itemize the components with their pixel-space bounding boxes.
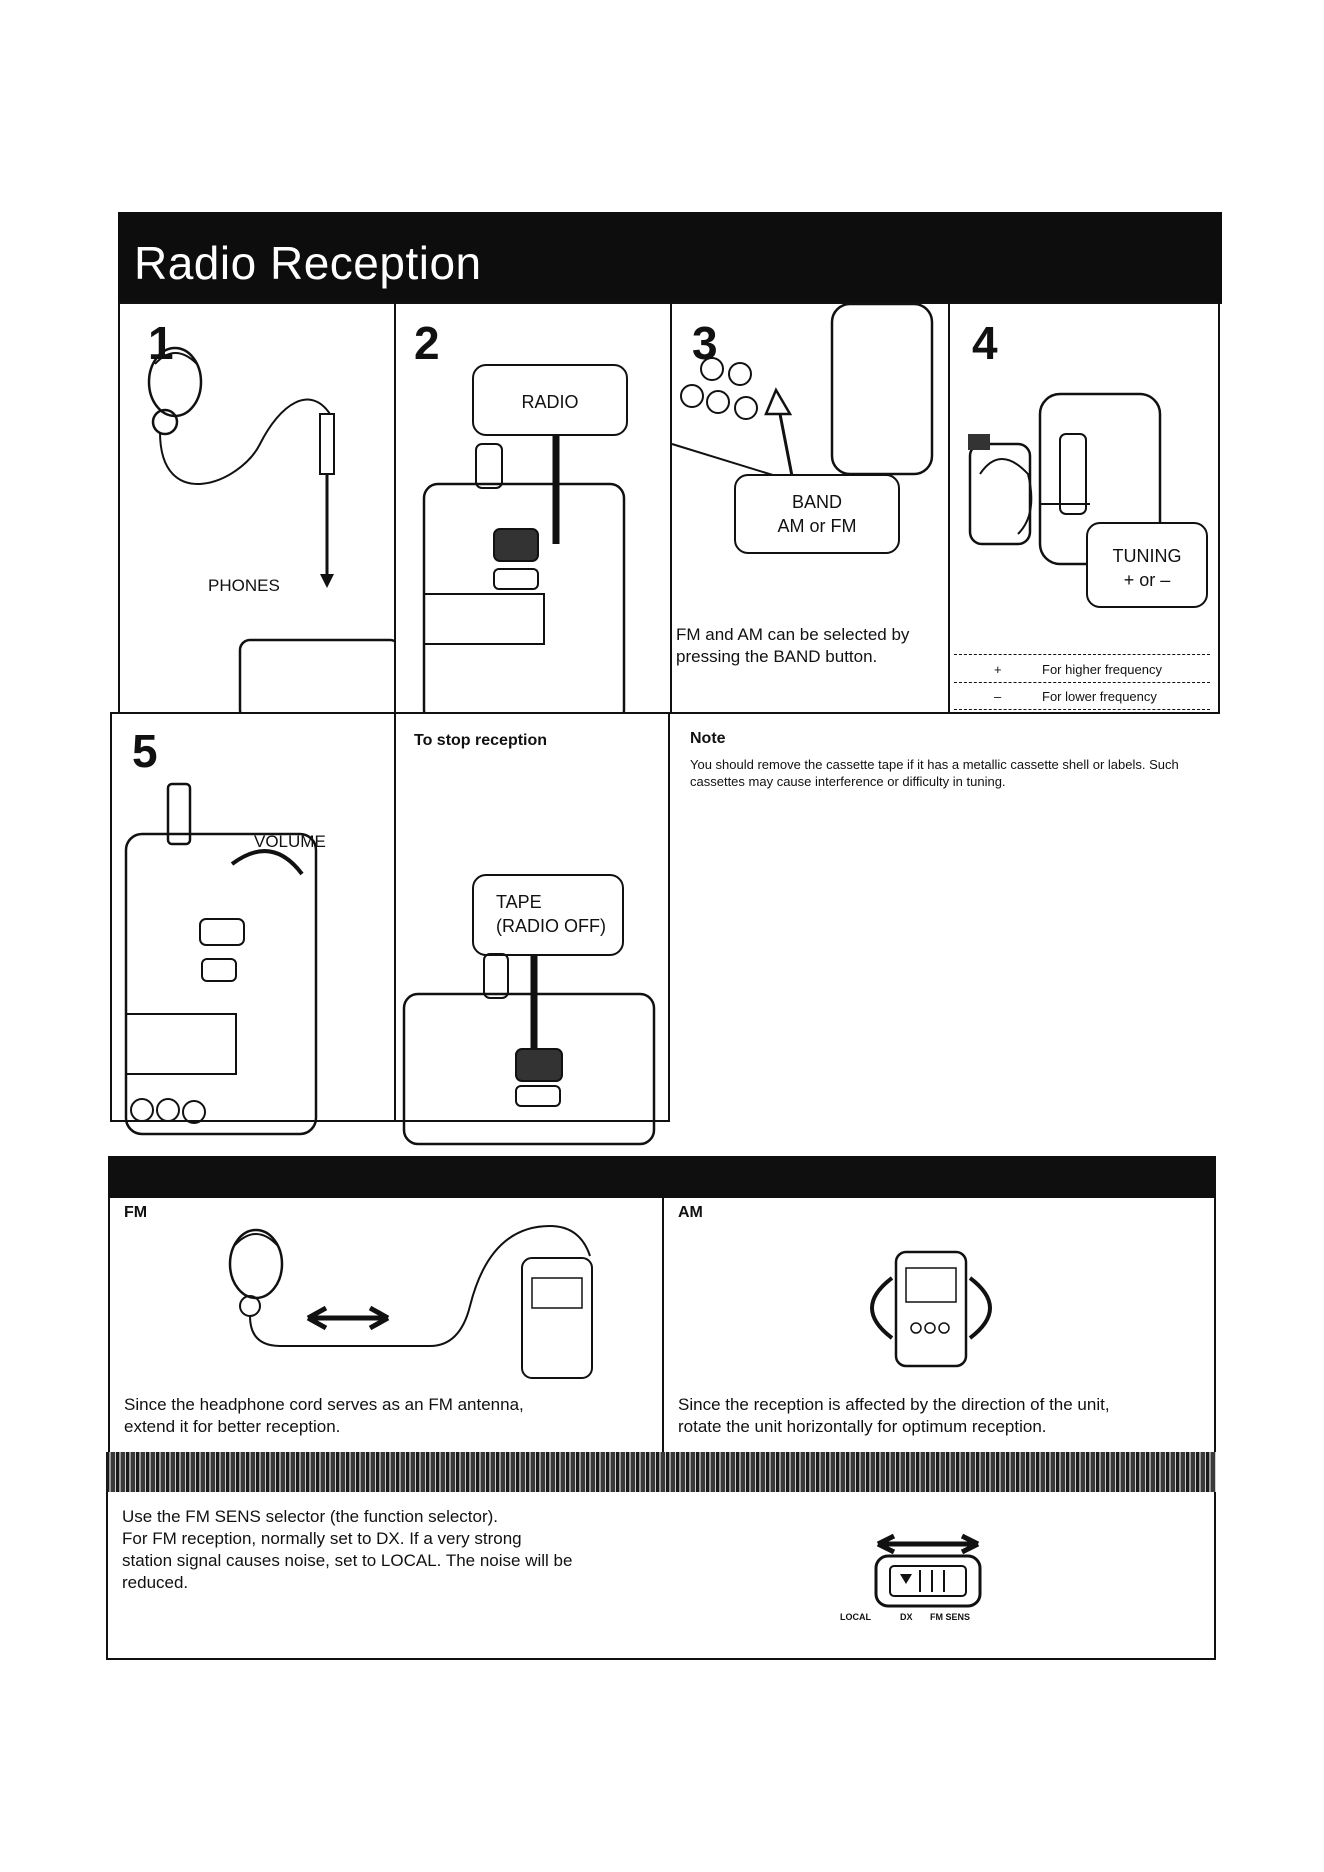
step-3-panel [670, 302, 950, 714]
headphone-illustration [120, 304, 398, 716]
step-number: 4 [972, 317, 998, 369]
fm-sens-line4: reduced. [122, 1573, 189, 1592]
tuning-callout-line1: TUNING [1112, 546, 1182, 566]
fm-panel [108, 1198, 664, 1454]
am-text-line1: Since the reception is affected by the direction of the unit, [678, 1395, 1110, 1414]
stop-heading: To stop reception [414, 732, 548, 749]
fm-sens-name-label: FM SENS [930, 1612, 971, 1622]
tuning-callout [1086, 522, 1208, 608]
band-callout-line1: BAND [791, 492, 842, 512]
fm-text-line2: extend it for better reception. [124, 1417, 341, 1436]
am-text-line2: rotate the unit horizontally for optimum reception. [678, 1417, 1047, 1436]
step-5-panel [110, 712, 396, 1122]
volume-illustration [112, 714, 398, 1124]
fm-sens-bar [106, 1452, 1216, 1494]
step-number: 2 [414, 317, 440, 369]
step-number: 5 [132, 725, 158, 777]
step-number: 3 [692, 317, 718, 369]
fm-text-line1: Since the headphone cord serves as an FM antenna, [124, 1395, 524, 1414]
volume-label: VOLUME [254, 832, 326, 851]
fm-sens-switch-illustration [838, 1526, 1038, 1646]
band-instructions: FM and AM can be selected by pressing the BAND button. [676, 625, 910, 666]
fm-sens-line2: For FM reception, normally set to DX. If a very strong [122, 1529, 522, 1548]
band-callout [734, 474, 900, 554]
tape-callout-line1: TAPE [496, 892, 542, 912]
tape-callout-line2: (RADIO OFF) [496, 916, 606, 936]
fm-sens-local-label: LOCAL [840, 1612, 871, 1622]
tuning-row-minus-sign: – [994, 689, 1002, 704]
reception-tips-bar [108, 1156, 1216, 1200]
tape-switch-illustration [396, 714, 672, 1124]
tuning-row-plus-text: For higher frequency [1042, 662, 1162, 677]
tuning-row-minus-text: For lower frequency [1042, 689, 1157, 704]
fm-heading: FM [124, 1204, 148, 1221]
step-2-panel [394, 302, 672, 714]
am-panel [662, 1198, 1216, 1454]
fm-sens-dx-label: DX [900, 1612, 913, 1622]
phones-label: PHONES [208, 576, 280, 595]
radio-callout: RADIO [472, 364, 628, 436]
tuning-callout-line2: + or – [1123, 570, 1171, 590]
step-number: 1 [148, 317, 174, 369]
note-heading: Note [690, 730, 726, 747]
band-callout-line2: AM or FM [777, 516, 857, 536]
tuning-table [954, 654, 1210, 710]
step-4-panel [948, 302, 1220, 714]
tuning-row-plus-sign: + [994, 662, 1002, 677]
note-text: You should remove the cassette tape if it has a metallic cassette shell or labels. Such cassettes may cause interference or difficulty in tuning. [690, 757, 1179, 789]
step-1-panel [118, 302, 396, 714]
fm-sens-panel [106, 1492, 1216, 1660]
radio-switch-illustration [396, 304, 674, 716]
page-title: Radio Reception [134, 237, 482, 289]
fm-sens-line1: Use the FM SENS selector (the function selector). [122, 1507, 499, 1526]
title-bar [118, 212, 1222, 304]
am-heading: AM [678, 1204, 703, 1221]
stop-reception-panel [394, 712, 670, 1122]
fm-sens-line3: station signal causes noise, set to LOCAL. The noise will be [122, 1551, 573, 1570]
note-section [670, 712, 1222, 912]
